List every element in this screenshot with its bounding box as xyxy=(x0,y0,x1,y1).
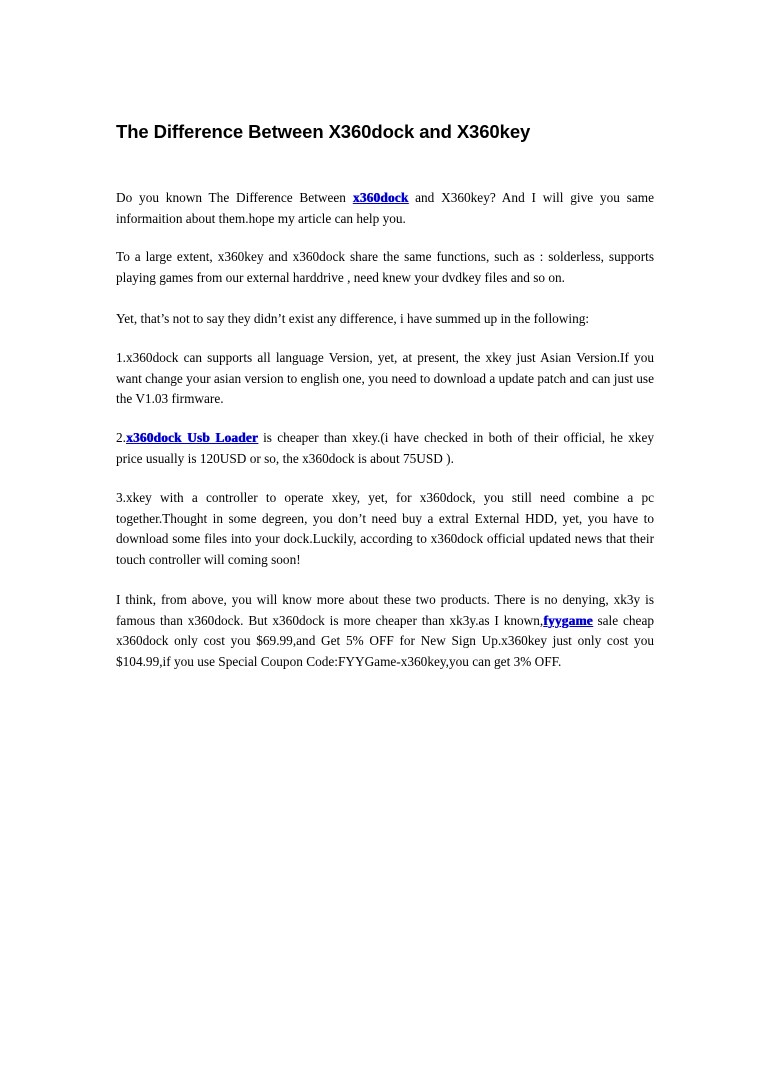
paragraph-difference xyxy=(116,309,654,330)
paragraph-conclusion-after: sale cheap x360dock only cost you $69.99,and Get 5% OFF for New Sign Up.x360key just only cost you $104.99,if you use Special Coupon Code:FYYGame-x360key,you can get 3% OFF. xyxy=(116,612,655,669)
paragraph-intro-text xyxy=(116,188,654,229)
paragraph-functions xyxy=(116,247,654,288)
x360dock-usb-loader-link[interactable]: x360dock Usb Loader xyxy=(125,430,258,445)
paragraph-point-2 xyxy=(116,428,654,469)
paragraph-point-2-before: 2. xyxy=(116,430,126,445)
paragraph-difference-text: Yet, that’s not to say they didn’t exist any difference, i have summed up in the following: xyxy=(116,311,590,326)
paragraph-intro xyxy=(116,188,654,229)
paragraph-functions-text: To a large extent, x360key and x360dock share the same functions, such as : solderless, supports playing games from our external harddrive , need knew your dvdkey files and so on. xyxy=(116,249,654,285)
paragraph-conclusion xyxy=(116,590,654,672)
paragraph-point-1 xyxy=(116,348,654,410)
document-title: The Difference Between X360dock and X360key xyxy=(116,121,531,142)
fyygame-link[interactable]: fyygame xyxy=(543,612,593,628)
paragraph-point-3 xyxy=(116,488,654,570)
paragraph-intro-after: and X360key? And I will give you same informaition about them.hope my article can help you. xyxy=(116,190,654,226)
paragraph-intro-before: Do you known The Difference Between xyxy=(116,190,353,205)
paragraph-point-1-text: 1.x360dock can supports all language Version, yet, at present, the xkey just Asian Version.If you want change your asian version to english one, you need to download a update patch and can just use the V1.03 firmware. xyxy=(116,350,655,406)
paragraph-point-2-after: is cheaper than xkey.(i have checked in both of their official, he xkey price usually is 120USD or so, the x360dock is about 75USD ). xyxy=(116,430,654,466)
x360dock-link[interactable]: x360dock xyxy=(352,190,409,205)
paragraph-conclusion-text xyxy=(116,590,654,672)
paragraph-conclusion-before: I think, from above, you will know more about these two products. There is no denying, xk3y is famous than x360dock. But x360dock is more cheaper than xk3y.as I known, xyxy=(116,592,654,628)
paragraph-point-2-text xyxy=(116,428,654,469)
paragraph-point-3-text: 3.xkey with a controller to operate xkey, yet, for x360dock, you still need combine a pc together.Thought in some degreen, you don’t need buy a extral External HDD, yet, you have to download some files into your dock.Luckily, according to x360dock official updated news that their touch controller will coming soon! xyxy=(116,490,654,567)
